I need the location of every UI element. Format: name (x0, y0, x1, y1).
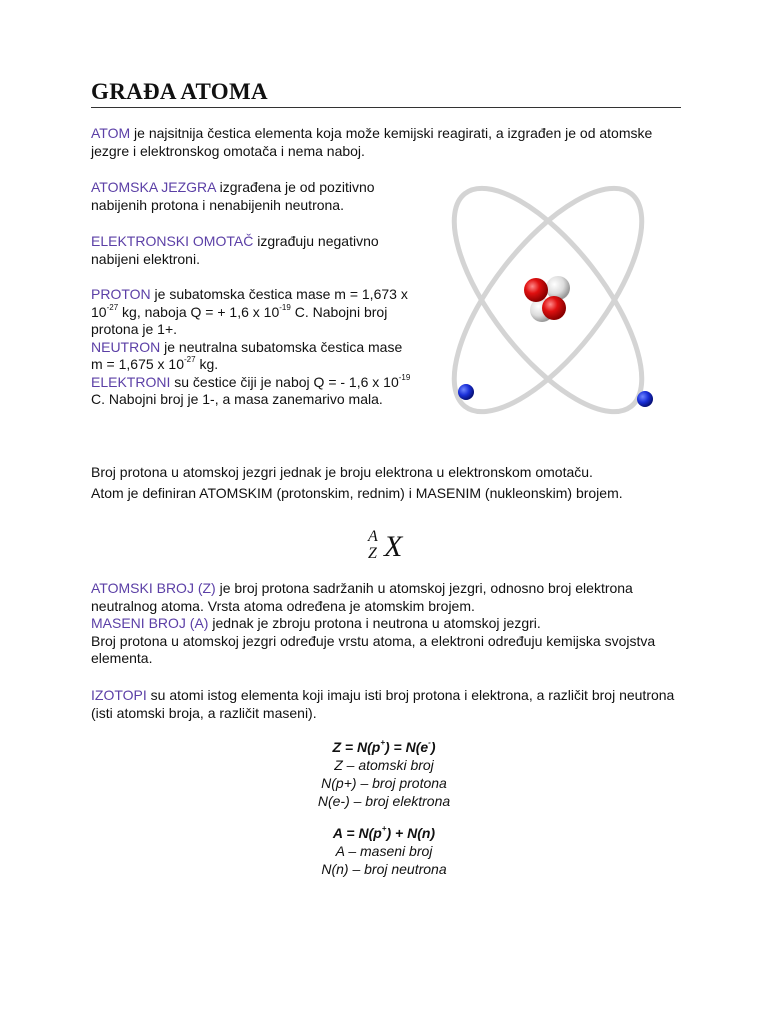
formula-a (0, 824, 768, 842)
maseni-broj-text: jednak je zbroju protona i neutrona u atomskoj jezgri. (208, 615, 541, 631)
atom-text: je najsitnija čestica elementa koja može kemijski reagirati, a izgrađen je od atomske jezgre i elektronskog omotača i nema naboj. (91, 125, 653, 159)
proton-text-3: C. Nabojni broj protona je 1+. (91, 303, 388, 337)
izotopi-paragraph (91, 687, 691, 722)
atomski-broj-paragraph (91, 580, 691, 668)
formula-z-sup: - (428, 738, 431, 748)
element-symbol: X (384, 530, 403, 563)
neutron-sphere (546, 276, 570, 300)
atom-illustration (418, 180, 678, 420)
formula-a-legend-2: N(n) – broj neutrona (321, 861, 447, 877)
formula-a-part: A = N(p (332, 825, 382, 841)
electron-sphere (458, 384, 474, 400)
formula-z-sup: + (380, 738, 385, 748)
keyword-maseni-broj: MASENI BROJ (A) (91, 615, 209, 631)
formula-a-sup: + (381, 824, 387, 834)
proton-sphere (542, 296, 566, 320)
electron-sphere (637, 391, 653, 407)
atomic-number-symbol: Z (368, 545, 377, 562)
elektroni-text-2: C. Nabojni broj je 1-, a masa zanemarivo mala. (91, 391, 383, 407)
proton-paragraph (91, 286, 411, 409)
keyword-atom: ATOM (91, 125, 131, 141)
definiran-text: Atom je definiran ATOMSKIM (protonskim, rednim) i MASENIM (nukleonskim) brojem. (91, 485, 623, 501)
formula-z-legend-3: N(e-) – broj elektrona (317, 793, 451, 809)
elektroni-exp-1: -19 (398, 372, 411, 382)
formula-z-legend-1: Z – atomski broj (334, 757, 434, 773)
formula-a-legend-1: A – maseni broj (335, 843, 433, 859)
keyword-jezgra: ATOMSKA JEZGRA (91, 179, 216, 195)
proton-sphere (524, 278, 548, 302)
neutron-text-2: kg. (195, 356, 219, 372)
proton-exp-1: -27 (106, 302, 119, 312)
jezgra-text: izgrađena je od pozitivno nabijenih protona i nenabijenih neutrona. (91, 179, 375, 213)
omotac-text: izgrađuju negativno nabijeni elektroni. (91, 233, 379, 267)
keyword-izotopi: IZOTOPI (91, 687, 147, 703)
elektroni-text-1: su čestice čiji je naboj Q = - 1,6 x 10 (170, 373, 399, 390)
atom-definition (91, 125, 691, 160)
proton-text-2: kg, naboja Q = + 1,6 x 10 (118, 303, 280, 320)
formula-z-legend-2: N(p+) – broj protona (321, 775, 447, 791)
formula-z-part: ) = N(e (384, 739, 429, 755)
nuclide-notation (364, 528, 424, 572)
jezgra-paragraph (91, 179, 411, 214)
odredjuje-text: Broj protona u atomskoj jezgri određuje vrstu atoma, a elektroni određuju kemijska svojstva elementa. (91, 632, 656, 666)
mass-number-symbol: A (368, 528, 378, 545)
nucleus (524, 276, 570, 322)
neutron-exp-1: -27 (184, 355, 196, 365)
atomski-broj-text: je broj protona sadržanih u atomskoj jezgri, odnosno broj elektrona neutralnog atoma. Vrsta atoma određena je atomskim brojem. (91, 580, 633, 614)
proton-exp-2: -19 (279, 302, 291, 312)
proton-text-1: je subatomska čestica mase m = 1,673 x 10 (91, 286, 408, 320)
neutron-text-1: je neutralna subatomska čestica mase m = 1,675 x 10 (91, 338, 403, 372)
formula-a-part: ) + N(n) (386, 825, 436, 841)
keyword-atomski-broj: ATOMSKI BROJ (Z) (91, 580, 216, 596)
formula-z (0, 738, 768, 756)
keyword-proton: PROTON (91, 286, 151, 302)
izotopi-text: su atomi istog elementa koji imaju isti broj protona i elektrona, a različit broj neutrona (isti atomski broja, a različit maseni). (91, 687, 675, 721)
formula-z-block (0, 738, 768, 810)
omotac-paragraph (91, 233, 411, 268)
keyword-omotac: ELEKTRONSKI OMOTAČ (91, 233, 254, 249)
keyword-neutron: NEUTRON (91, 338, 161, 355)
formula-a-block (0, 824, 768, 878)
formula-z-part: Z = N(p (332, 739, 381, 755)
formula-z-part: ) (430, 739, 436, 755)
broj-protona-text: Broj protona u atomskoj jezgri jednak je broju elektrona u elektronskom omotaču. (91, 464, 593, 480)
keyword-elektroni: ELEKTRONI (91, 373, 171, 390)
page-title: GRAĐA ATOMA (91, 78, 681, 108)
